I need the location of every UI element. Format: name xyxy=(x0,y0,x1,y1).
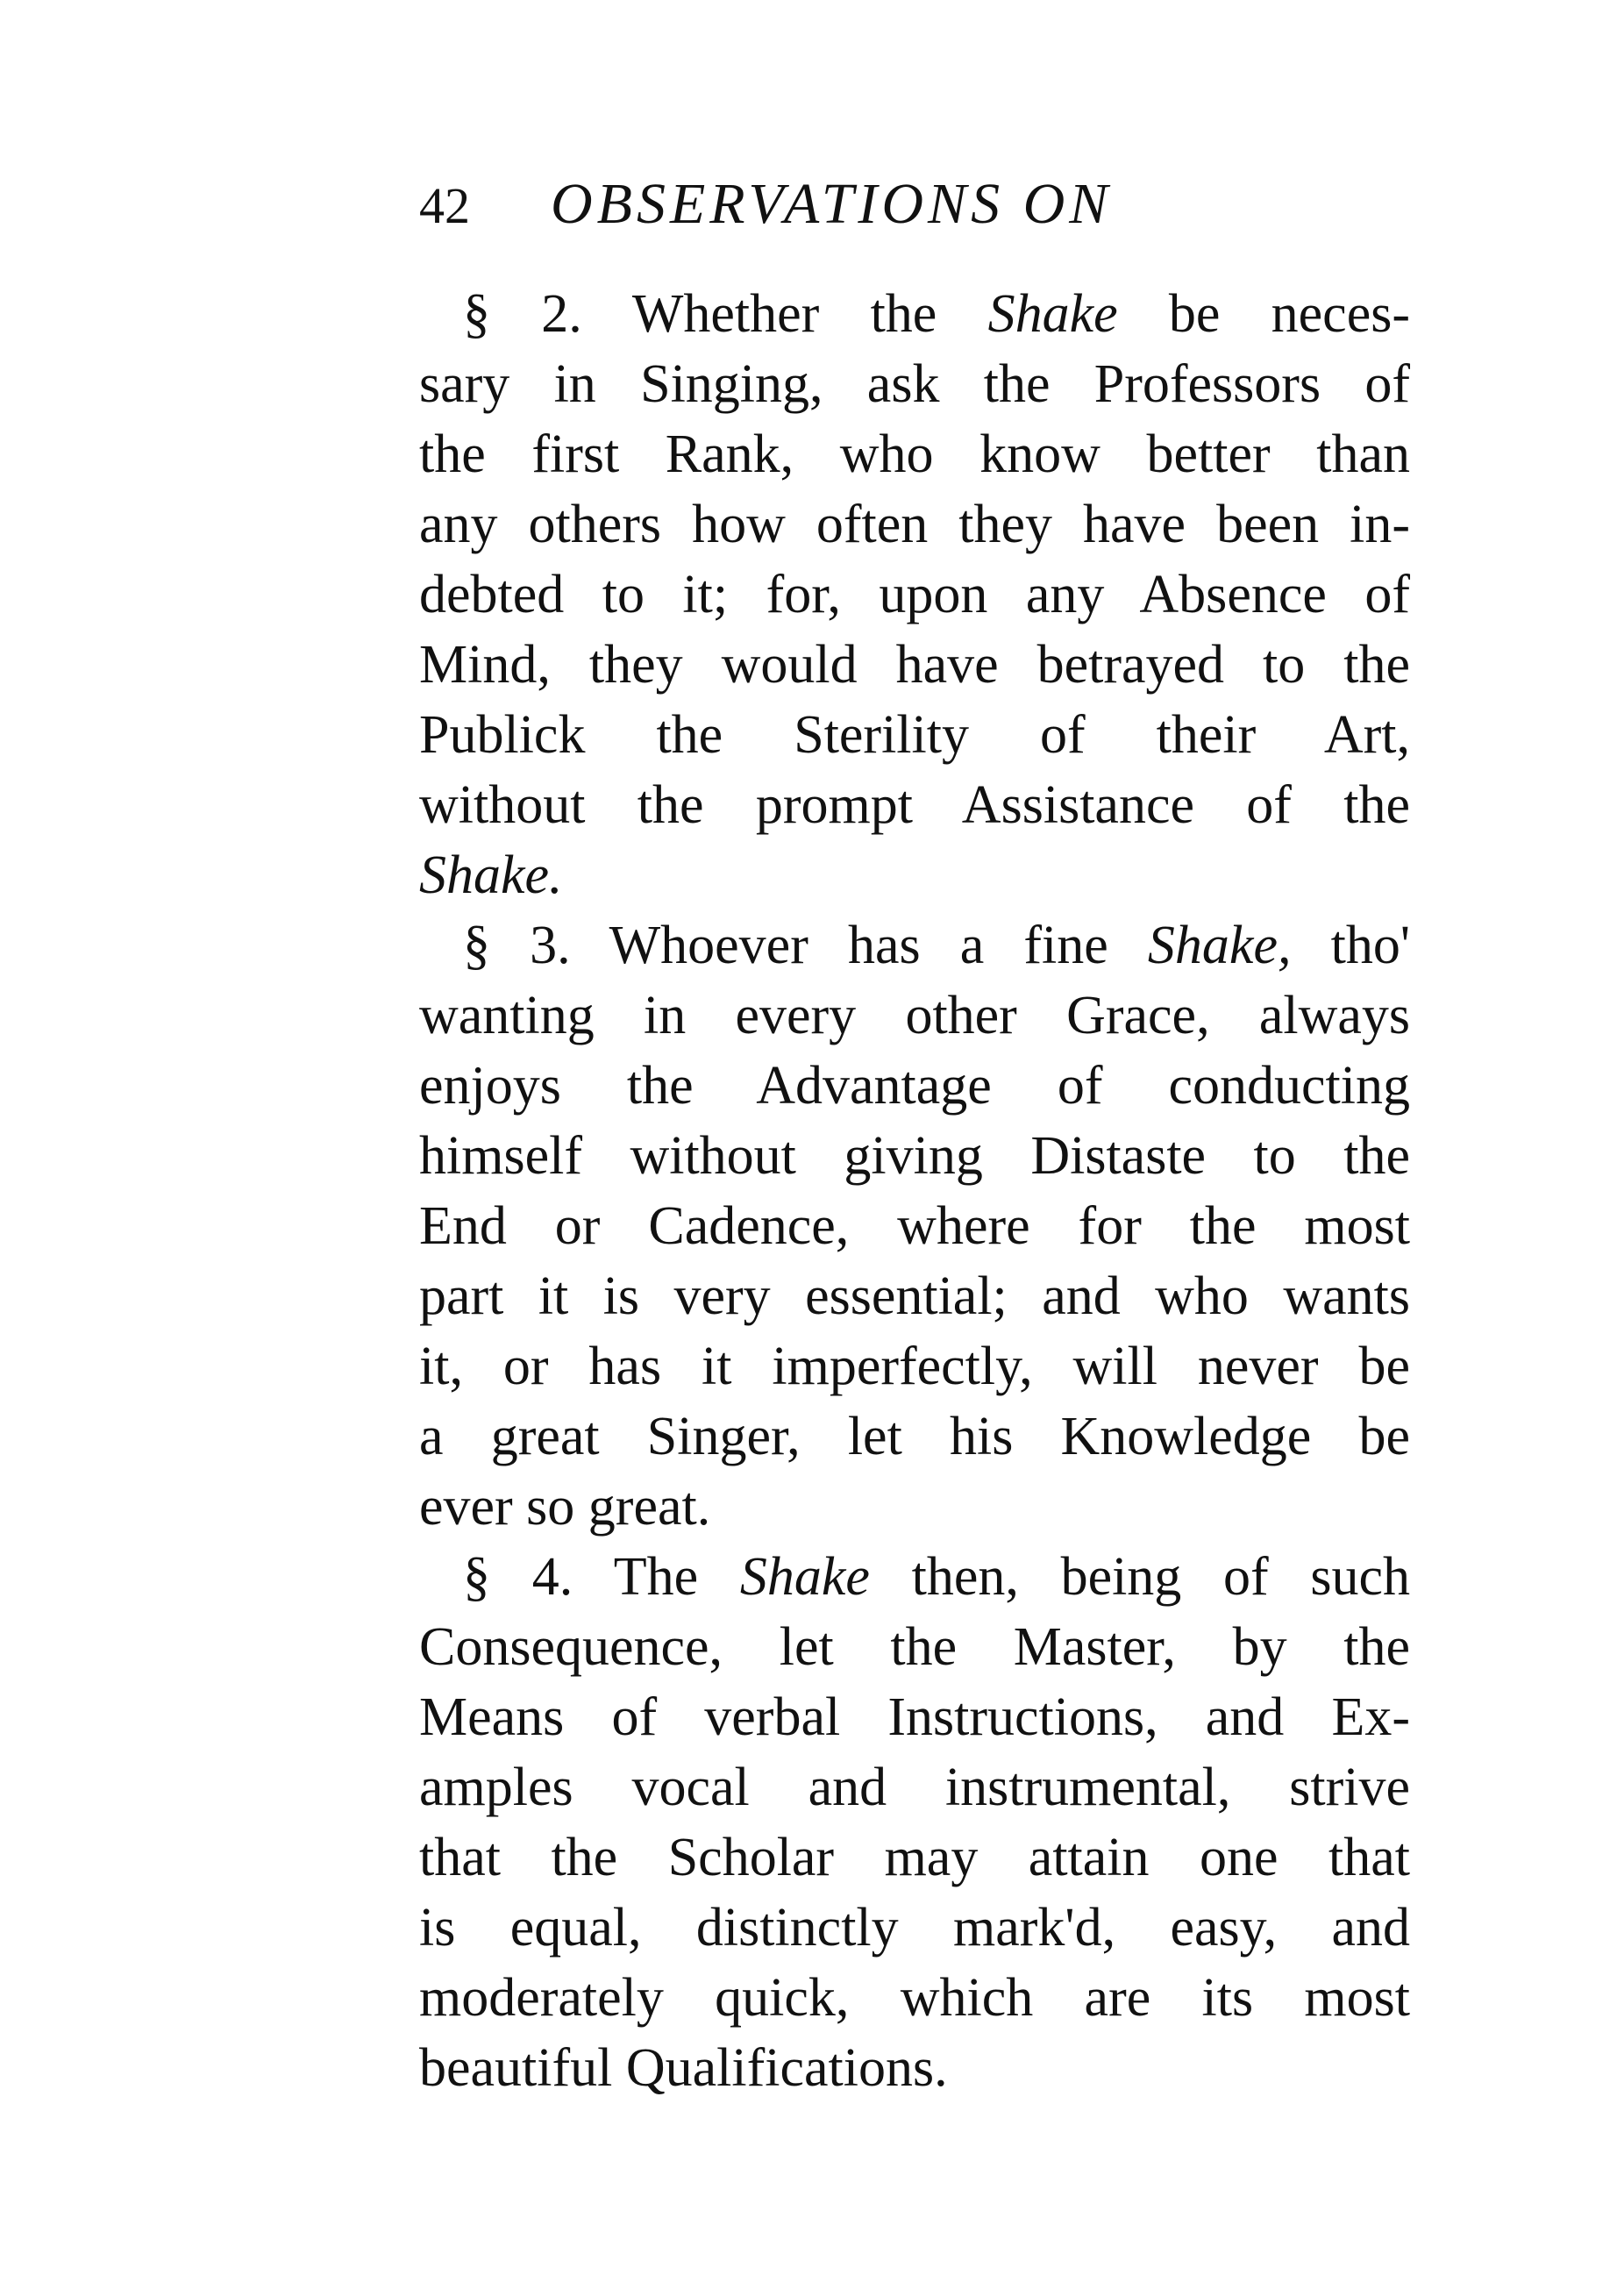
text-line xyxy=(419,910,1410,981)
text-line xyxy=(419,1542,1410,1612)
text-line xyxy=(419,560,1410,630)
text-line xyxy=(419,349,1410,419)
text-line xyxy=(419,630,1410,700)
text-line xyxy=(419,770,1410,840)
italic-term: Shake xyxy=(739,1547,870,1607)
text-line xyxy=(419,1752,1410,1822)
paragraph xyxy=(419,910,1410,1542)
paragraph xyxy=(419,1542,1410,2103)
text-run: without the prompt Assistance of the xyxy=(419,775,1410,835)
text-run: the first Rank, who know better than xyxy=(419,424,1410,484)
text-run: himself without giving Distaste to the xyxy=(419,1126,1410,1186)
text-run: it, or has it imperfectly, will never be xyxy=(419,1337,1410,1396)
text-run: wanting in every other Grace, always xyxy=(419,986,1410,1045)
page-number: 42 xyxy=(419,177,470,234)
text-line xyxy=(419,2033,1410,2103)
text-run: any others how often they have been in- xyxy=(419,495,1410,554)
body-text xyxy=(419,279,1410,2103)
text-run: that the Scholar may attain one that xyxy=(419,1828,1410,1887)
text-line xyxy=(419,1472,1410,1542)
text-line xyxy=(419,1682,1410,1752)
text-run: § 2. Whether the xyxy=(463,284,988,344)
text-line xyxy=(419,1401,1410,1472)
text-line xyxy=(419,1121,1410,1191)
text-line xyxy=(419,1261,1410,1331)
text-run: part it is very essential; and who wants xyxy=(419,1266,1410,1326)
text-run: amples vocal and instrumental, strive xyxy=(419,1758,1410,1817)
text-run: Consequence, let the Master, by the xyxy=(419,1617,1410,1677)
text-run: beautiful Qualifications. xyxy=(419,2038,948,2098)
text-line xyxy=(419,1963,1410,2033)
text-run: sary in Singing, ask the Professors of xyxy=(419,354,1410,414)
italic-term: Shake xyxy=(987,284,1118,344)
text-line xyxy=(419,489,1410,560)
text-run: Publick the Sterility of their Art, xyxy=(419,705,1410,765)
text-run: tho' xyxy=(1291,916,1410,975)
text-line xyxy=(419,1191,1410,1261)
text-run: § 4. The xyxy=(463,1547,740,1607)
text-run: End or Cadence, where for the most xyxy=(419,1196,1410,1256)
text-line xyxy=(419,700,1410,770)
text-run: be neces- xyxy=(1117,284,1410,344)
text-line xyxy=(419,1331,1410,1401)
text-run: is equal, distinctly mark'd, easy, and xyxy=(419,1898,1410,1958)
italic-term: Shake. xyxy=(419,845,563,905)
text-line xyxy=(419,840,1410,910)
text-run: enjoys the Advantage of conducting xyxy=(419,1056,1410,1116)
running-title: OBSERVATIONS ON xyxy=(551,172,1113,236)
text-run: a great Singer, let his Knowledge be xyxy=(419,1407,1410,1466)
text-run: debted to it; for, upon any Absence of xyxy=(419,565,1410,624)
text-line xyxy=(419,1612,1410,1682)
text-run: moderately quick, which are its most xyxy=(419,1968,1410,2028)
text-line xyxy=(419,1051,1410,1121)
running-head xyxy=(419,165,1428,244)
italic-term: Shake, xyxy=(1147,916,1292,975)
text-line xyxy=(419,419,1410,489)
text-line xyxy=(419,279,1410,349)
text-line xyxy=(419,981,1410,1051)
text-run: Means of verbal Instructions, and Ex- xyxy=(419,1687,1410,1747)
paragraph xyxy=(419,279,1410,910)
text-run: ever so great. xyxy=(419,1477,711,1537)
text-run: then, being of such xyxy=(869,1547,1410,1607)
text-run: Mind, they would have betrayed to the xyxy=(419,635,1410,695)
text-line xyxy=(419,1893,1410,1963)
text-run: § 3. Whoever has a fine xyxy=(463,916,1148,975)
text-line xyxy=(419,1822,1410,1893)
